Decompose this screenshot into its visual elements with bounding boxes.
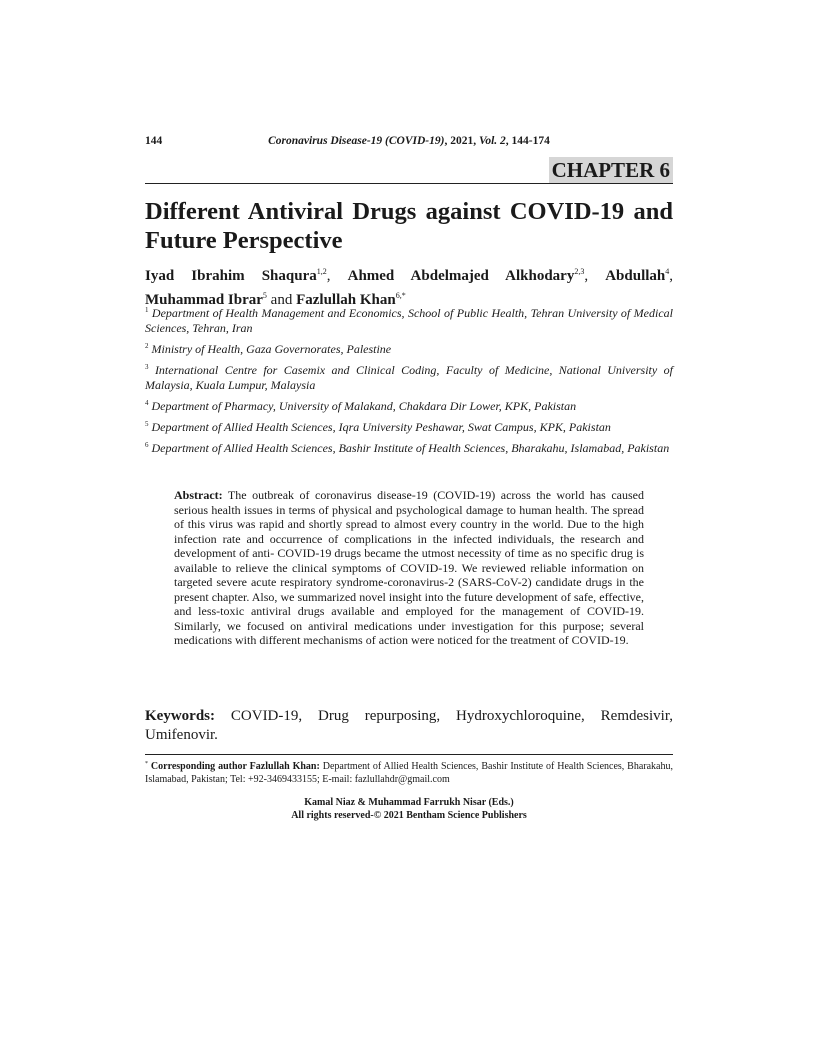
affiliation-number: 6 <box>145 441 149 449</box>
author-name: Abdullah <box>605 268 666 284</box>
author-affiliation-mark: 5 <box>262 291 267 300</box>
affiliation-item <box>145 360 673 393</box>
author-name: Fazlullah Khan <box>296 292 396 308</box>
header-rule <box>145 183 673 184</box>
author-name: Ahmed Abdelmajed Alkhodary <box>347 268 575 284</box>
author-name: Muhammad Ibrar <box>145 292 263 308</box>
footnote-rule <box>145 754 673 755</box>
corresponding-author-footnote <box>145 758 673 786</box>
affiliation-item <box>145 396 673 414</box>
chapter-label: CHAPTER 6 <box>549 157 673 183</box>
affiliation-list <box>145 303 673 459</box>
affiliation-item <box>145 303 673 336</box>
keywords-text: COVID-19, Drug repurposing, Hydroxychloroquine, Remdesivir, Umifenovir. <box>145 708 673 743</box>
running-header <box>145 135 673 147</box>
footnote-label: Corresponding author Fazlullah Khan: <box>150 761 320 772</box>
author-separator: and <box>266 292 297 308</box>
journal-pages: , 144-174 <box>505 135 550 147</box>
affiliation-text: Department of Allied Health Sciences, Iqra University Peshawar, Swat Campus, KPK, Pakistan <box>151 420 611 434</box>
abstract-text: The outbreak of coronavirus disease-19 (COVID-19) across the world has caused serious health issues in terms of physical and psychological damage to human health. The spread of this virus was rapid and shortly spread to almost every country in the world. Due to the high infection rate and occurrence of complications in the infected individuals, the research and development of anti- COVID-19 drugs became the utmost necessity of time as no specific drug is available to relieve the clinical symptoms of COVID-19. We reviewed reliable information on targeted severe acute respiratory syndrome-coronavirus-2 (SARS-CoV-2) candidate drugs in the present chapter. Also, we summarized novel insight into the future development of safe, effective, and less-toxic antiviral drugs available and employed for the management of COVID-19. Similarly, we focused on antiviral medications under investigation for this purpose; several medications with different mechanisms of action were noticed for the treatment of COVID-19. <box>174 488 644 647</box>
author-affiliation-mark: 4 <box>665 267 670 276</box>
page-number: 144 <box>145 135 163 147</box>
affiliation-number: 2 <box>145 342 149 350</box>
affiliation-text: Ministry of Health, Gaza Governorates, Palestine <box>151 342 392 356</box>
abstract-label: Abstract: <box>174 488 223 502</box>
keywords <box>145 707 673 745</box>
affiliation-item <box>145 438 673 456</box>
affiliation-item <box>145 417 673 435</box>
affiliation-text: International Centre for Casemix and Clinical Coding, Faculty of Medicine, National University of Malaysia, Kuala Lumpur, Malaysia <box>145 363 673 392</box>
publisher-info <box>145 797 673 822</box>
abstract <box>174 488 644 648</box>
author-separator: , <box>326 268 348 284</box>
journal-year: , 2021, <box>444 135 479 147</box>
author-affiliation-mark: 6,* <box>395 291 406 300</box>
keywords-label: Keywords: <box>145 708 215 724</box>
affiliation-text: Department of Allied Health Sciences, Bashir Institute of Health Sciences, Bharakahu, Islamabad, Pakistan <box>151 441 670 455</box>
affiliation-item <box>145 339 673 357</box>
author-affiliation-mark: 1,2 <box>316 267 327 276</box>
editors-line: Kamal Niaz & Muhammad Farrukh Nisar (Eds.) <box>304 797 514 808</box>
journal-volume: Vol. 2 <box>478 135 506 147</box>
affiliation-number: 4 <box>145 399 149 407</box>
chapter-title: Different Antiviral Drugs against COVID-19 and Future Perspective <box>145 198 673 254</box>
affiliation-number: 1 <box>145 306 149 314</box>
author-affiliation-mark: 2,3 <box>574 267 585 276</box>
affiliation-number: 3 <box>145 363 149 371</box>
footnote-mark: * <box>145 761 148 767</box>
author-name: Iyad Ibrahim Shaqura <box>145 268 317 284</box>
author-separator: , <box>669 268 673 284</box>
affiliation-text: Department of Pharmacy, University of Malakand, Chakdara Dir Lower, KPK, Pakistan <box>151 399 577 413</box>
journal-title: Coronavirus Disease-19 (COVID-19) <box>268 135 445 147</box>
affiliation-number: 5 <box>145 420 149 428</box>
author-separator: , <box>584 268 606 284</box>
rights-line: All rights reserved-© 2021 Bentham Science Publishers <box>291 809 527 821</box>
footnote-text: Department of Allied Health Sciences, Bashir Institute of Health Sciences, Bharakahu, Islamabad, Pakistan; Tel: +92-3469433155; E-mail: fazlullahdr@gmail.com <box>145 761 673 785</box>
affiliation-text: Department of Health Management and Economics, School of Public Health, Tehran University of Medical Sciences, Tehran, Iran <box>145 306 673 335</box>
